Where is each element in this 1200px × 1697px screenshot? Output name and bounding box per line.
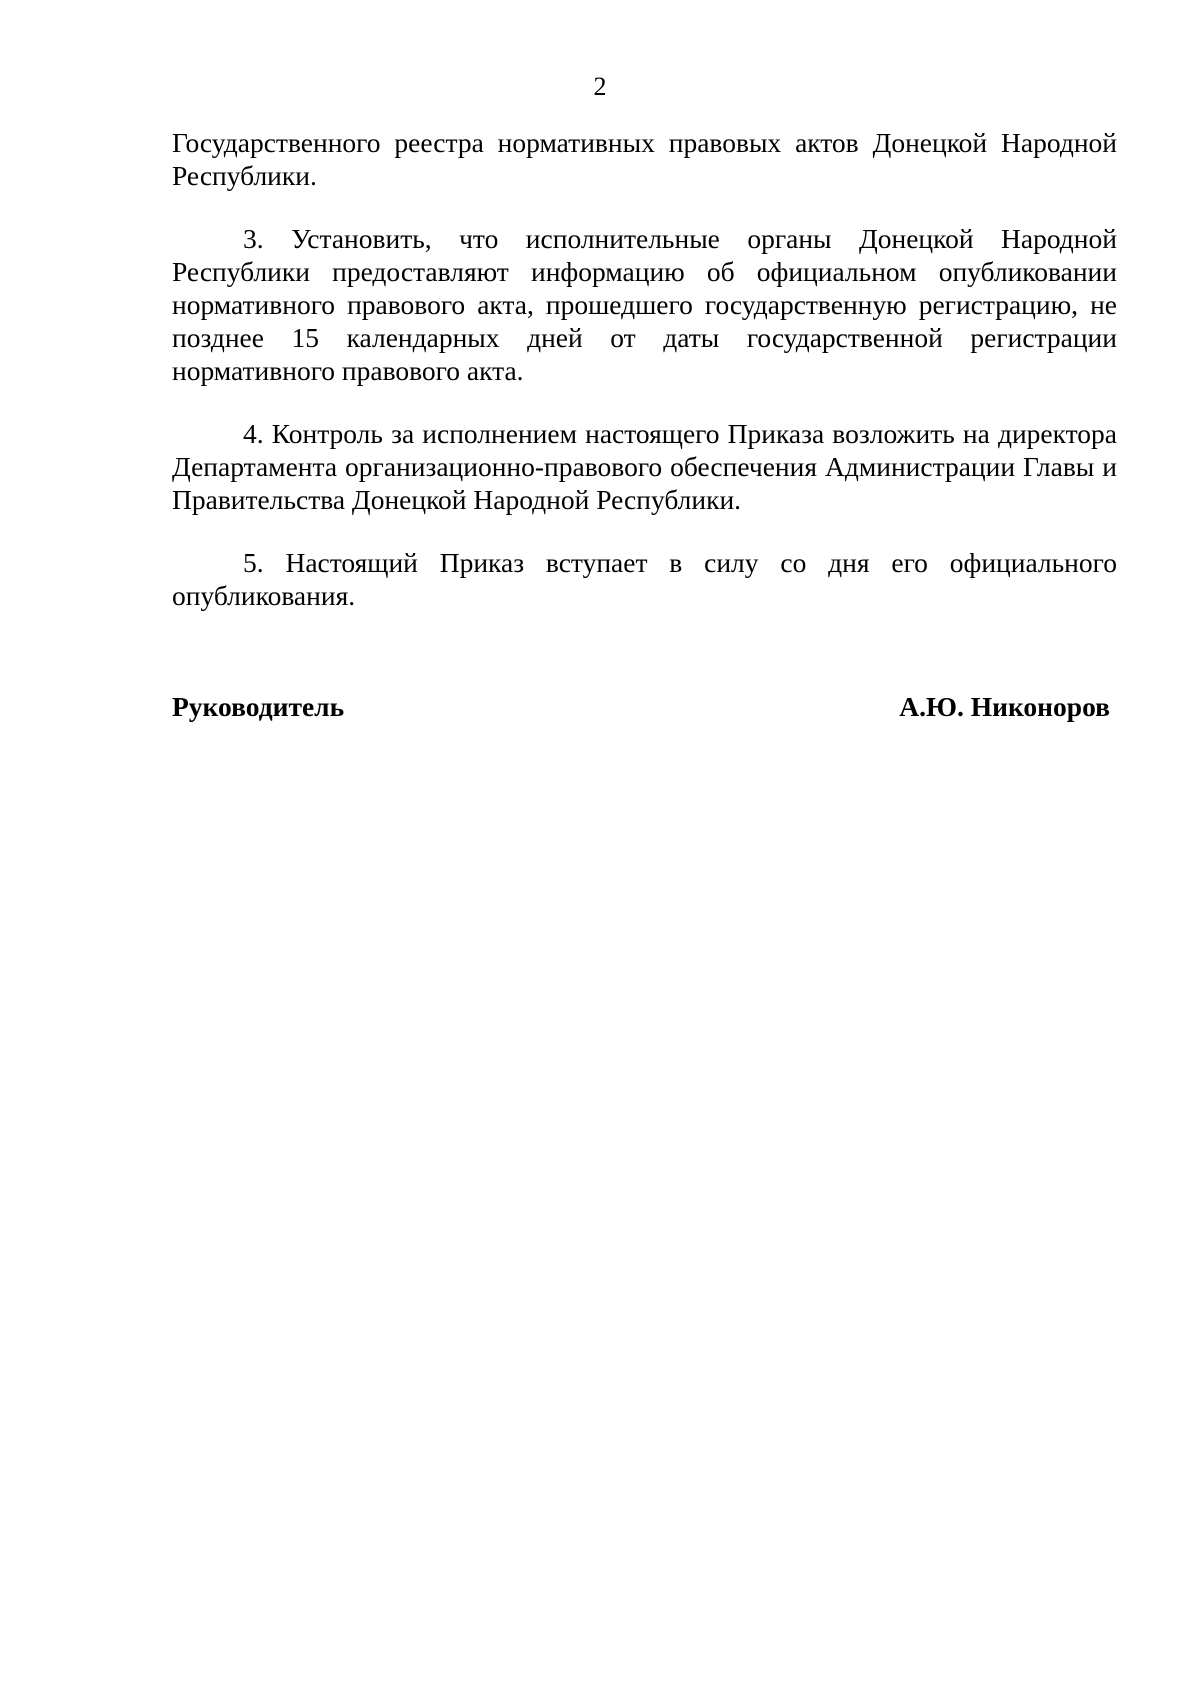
signatory-title: Руководитель xyxy=(172,691,345,722)
paragraph-item-5: 5. Настоящий Приказ вступает в силу со дня его официального опубликования. xyxy=(172,547,1117,611)
paragraph-item-3: 3. Установить, что исполнительные органы Донецкой Народной Республики предоставляют информацию об официальном опубликовании нормативного правового акта, прошедшего государственную регистрацию, не позднее 15 календарных дней от даты государственной регистрации нормативного правового акта. xyxy=(172,223,1117,386)
signature-block xyxy=(172,690,1110,723)
paragraph-continuation: Государственного реестра нормативных правовых актов Донецкой Народной Республики. xyxy=(172,127,1117,191)
paragraph-item-4: 4. Контроль за исполнением настоящего Приказа возложить на директора Департамента организационно-правового обеспечения Администрации Главы и Правительства Донецкой Народной Республики. xyxy=(172,418,1117,515)
document-body xyxy=(172,126,1117,612)
paragraph-gap xyxy=(172,516,1117,546)
paragraph-gap xyxy=(172,192,1117,222)
page-number: 2 xyxy=(593,72,607,101)
paragraph-gap xyxy=(172,387,1117,417)
signatory-name: А.Ю. Никоноров xyxy=(899,691,1110,722)
